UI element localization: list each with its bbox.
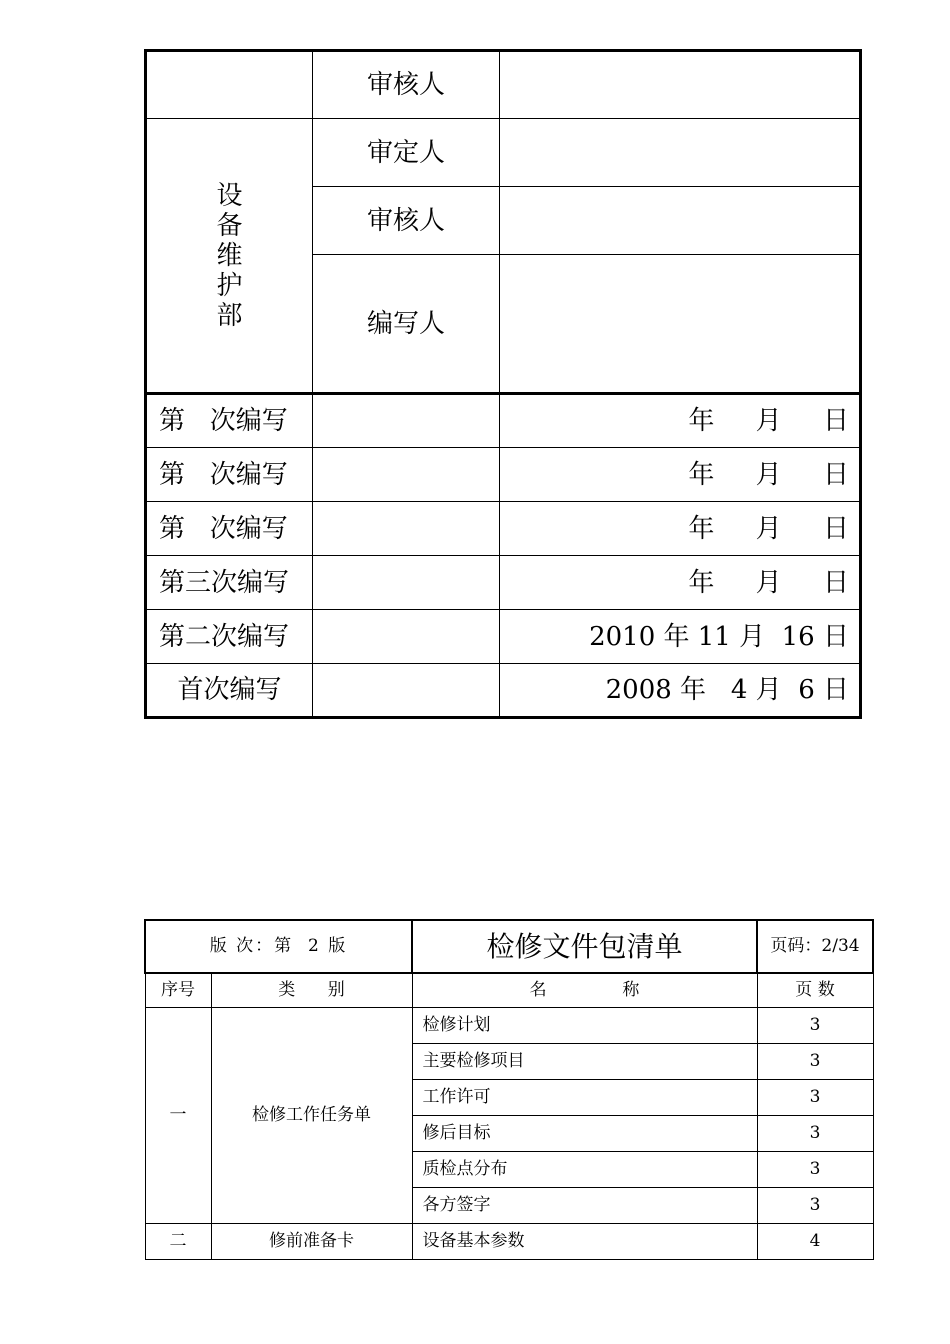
item-name: 主要检修项目 xyxy=(412,1043,757,1079)
item-pages: 3 xyxy=(757,1187,873,1223)
item-pages: 3 xyxy=(757,1079,873,1115)
role-label: 审定人 xyxy=(313,119,500,187)
department-label: 设备维护部 xyxy=(216,180,243,331)
empty-cell xyxy=(146,51,313,119)
group-category: 检修工作任务单 xyxy=(211,1007,412,1223)
item-name: 工作许可 xyxy=(412,1079,757,1115)
revision-row xyxy=(146,556,861,610)
revision-label: 第二次编写 xyxy=(146,610,313,664)
revision-name-field[interactable] xyxy=(313,556,500,610)
item-name: 检修计划 xyxy=(412,1007,757,1043)
department-cell xyxy=(146,119,313,394)
item-name: 质检点分布 xyxy=(412,1151,757,1187)
revision-label: 第三次编写 xyxy=(146,556,313,610)
signature-row xyxy=(146,51,861,119)
revision-label: 首次编写 xyxy=(146,664,313,718)
item-name: 设备基本参数 xyxy=(412,1223,757,1259)
signature-row xyxy=(146,119,861,187)
revision-row xyxy=(146,394,861,448)
item-pages: 3 xyxy=(757,1151,873,1187)
revision-row xyxy=(146,448,861,502)
revision-date: 2008 年 4 月 6 日 xyxy=(500,664,861,718)
revision-name-field[interactable] xyxy=(313,664,500,718)
revision-name-field[interactable] xyxy=(313,502,500,556)
signature-field[interactable] xyxy=(500,51,861,119)
item-pages: 3 xyxy=(757,1043,873,1079)
col-header-name: 名 称 xyxy=(412,973,757,1007)
revision-name-field[interactable] xyxy=(313,394,500,448)
item-pages: 3 xyxy=(757,1007,873,1043)
revision-row xyxy=(146,664,861,718)
signature-table xyxy=(144,49,862,719)
revision-date: 2010 年 11 月 16 日 xyxy=(500,610,861,664)
group-category: 修前准备卡 xyxy=(211,1223,412,1259)
col-header-seq: 序号 xyxy=(145,973,211,1007)
role-label: 审核人 xyxy=(313,187,500,255)
page-number: 页码：2/34 xyxy=(757,920,873,973)
list-header-row xyxy=(145,920,873,973)
revision-row xyxy=(146,610,861,664)
item-pages: 4 xyxy=(757,1223,873,1259)
revision-name-field[interactable] xyxy=(313,448,500,502)
edition-label: 版 次：第 2 版 xyxy=(145,920,412,973)
document-title: 检修文件包清单 xyxy=(412,920,757,973)
role-label: 编写人 xyxy=(313,255,500,394)
group-seq: 二 xyxy=(145,1223,211,1259)
revision-label: 第 次编写 xyxy=(146,448,313,502)
revision-date: 年 月 日 xyxy=(500,502,861,556)
column-header-row xyxy=(145,973,873,1007)
item-pages: 3 xyxy=(757,1115,873,1151)
signature-field[interactable] xyxy=(500,187,861,255)
item-name: 各方签字 xyxy=(412,1187,757,1223)
revision-name-field[interactable] xyxy=(313,610,500,664)
signature-field[interactable] xyxy=(500,119,861,187)
item-name: 修后目标 xyxy=(412,1115,757,1151)
revision-row xyxy=(146,502,861,556)
table-row xyxy=(145,1223,873,1259)
role-label: 审核人 xyxy=(313,51,500,119)
revision-date: 年 月 日 xyxy=(500,394,861,448)
col-header-pages: 页 数 xyxy=(757,973,873,1007)
table-row xyxy=(145,1007,873,1043)
group-seq: 一 xyxy=(145,1007,211,1223)
package-list-table xyxy=(144,919,874,1260)
col-header-category: 类 别 xyxy=(211,973,412,1007)
revision-label: 第 次编写 xyxy=(146,502,313,556)
signature-field[interactable] xyxy=(500,255,861,394)
revision-date: 年 月 日 xyxy=(500,448,861,502)
revision-date: 年 月 日 xyxy=(500,556,861,610)
revision-label: 第 次编写 xyxy=(146,394,313,448)
